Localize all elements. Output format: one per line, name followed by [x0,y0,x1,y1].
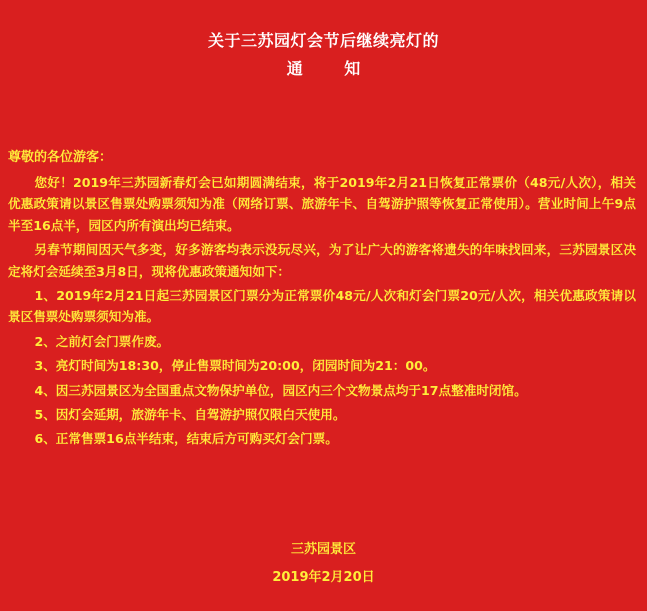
paragraph-greeting: 您好！2019年三苏园新春灯会已如期圆满结束，将于2019年2月21日恢复正常票价（48元/人次），相关优惠政策请以景区售票处购票须知为准（网络订票、旅游年卡、自驾游护照等恢复正常使用）。营业时间上午9点半至16点半，园区内所有演出均已结束。 [8,175,636,233]
policy-item-5: 5、因灯会延期，旅游年卡、自驾游护照仅限白天使用。 [34,407,346,423]
signature-org: 三苏园景区 [290,542,356,557]
notice-body [8,172,636,453]
notice-subtitle: 通 知 [286,59,361,78]
policy-item-6: 6、正常售票16点半结束，结束后方可购买灯会门票。 [34,431,338,447]
policy-item-3: 3、亮灯时间为18:30，停止售票时间为20:00，闭园时间为21：00。 [34,358,436,374]
paragraph-extension: 另春节期间因天气多变，好多游客均表示没玩尽兴，为了让广大的游客将遗失的年味找回来，三苏园景区决定将灯会延续至3月8日，现将优惠政策通知如下： [8,242,636,279]
notice-title: 关于三苏园灯会节后继续亮灯的 [207,31,439,50]
policy-item-2: 2、之前灯会门票作废。 [34,333,170,349]
policy-item-4: 4、因三苏园景区为全国重点文物保护单位，园区内三个文物景点均于17点整准时闭馆。 [34,382,527,398]
salutation: 尊敬的各位游客： [8,150,113,165]
policy-item-1: 1、2019年2月21日起三苏园景区门票分为正常票价48元/人次和灯会门票20元/人次，相关优惠政策请以景区售票处购票须知为准。 [8,288,636,325]
signature-date: 2019年2月20日 [272,570,375,585]
